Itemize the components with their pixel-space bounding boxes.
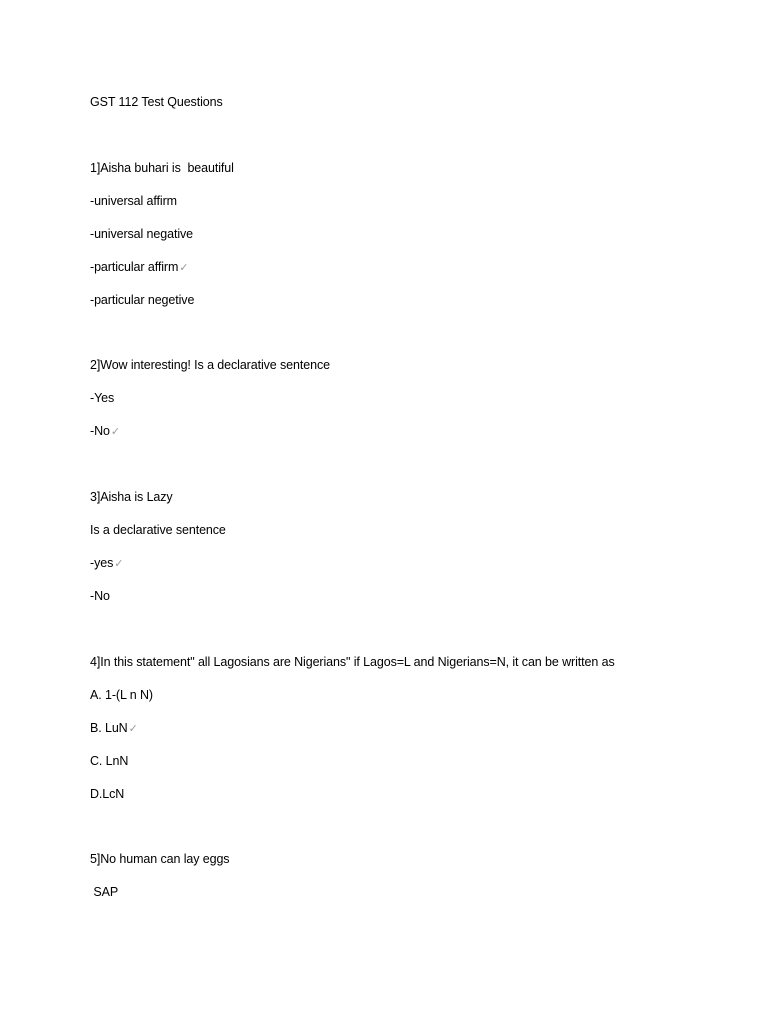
question-1-option-b bbox=[90, 226, 193, 242]
option-text: B. LuN bbox=[90, 721, 128, 735]
question-1-option-c bbox=[90, 259, 188, 276]
question-3-option-b bbox=[90, 588, 110, 604]
question-3-subprompt: Is a declarative sentence bbox=[90, 523, 226, 537]
question-4-prompt: 4]In this statement" all Lagosians are Nigerians" if Lagos=L and Nigerians=N, it can be written as bbox=[90, 655, 615, 669]
question-1-prompt: 1]Aisha buhari is beautiful bbox=[90, 161, 234, 175]
question-1-option-d bbox=[90, 292, 194, 308]
check-mark-icon: ✓ bbox=[110, 425, 120, 438]
question-2-option-a bbox=[90, 390, 114, 406]
question-2-option-b bbox=[90, 423, 120, 440]
question-2-prompt: 2]Wow interesting! Is a declarative sentence bbox=[90, 358, 330, 372]
option-text: D.LcN bbox=[90, 787, 125, 801]
question-1-option-a bbox=[90, 193, 177, 209]
question-4-option-b bbox=[90, 720, 138, 737]
question-4-option-a bbox=[90, 687, 153, 703]
option-text: -No bbox=[90, 424, 110, 438]
question-5-option-a bbox=[90, 884, 118, 900]
option-text: -particular affirm bbox=[90, 260, 179, 274]
option-text: -yes bbox=[90, 556, 114, 570]
check-mark-icon: ✓ bbox=[114, 557, 124, 570]
option-text: -universal negative bbox=[90, 227, 194, 241]
question-4-option-d bbox=[90, 786, 124, 802]
question-4-option-c bbox=[90, 753, 128, 769]
option-text: C. LnN bbox=[90, 754, 129, 768]
option-text: -No bbox=[90, 589, 110, 603]
option-text: -universal affirm bbox=[90, 194, 177, 208]
question-3-option-a bbox=[90, 555, 123, 572]
check-mark-icon: ✓ bbox=[179, 261, 189, 274]
option-text: -particular negetive bbox=[90, 293, 195, 307]
option-text: A. 1-(L n N) bbox=[90, 688, 153, 702]
question-3-prompt: 3]Aisha is Lazy bbox=[90, 490, 173, 504]
check-mark-icon: ✓ bbox=[128, 722, 138, 735]
option-text: SAP bbox=[90, 885, 119, 899]
option-text: -Yes bbox=[90, 391, 115, 405]
question-5-prompt: 5]No human can lay eggs bbox=[90, 852, 230, 866]
document-title: GST 112 Test Questions bbox=[90, 95, 223, 109]
